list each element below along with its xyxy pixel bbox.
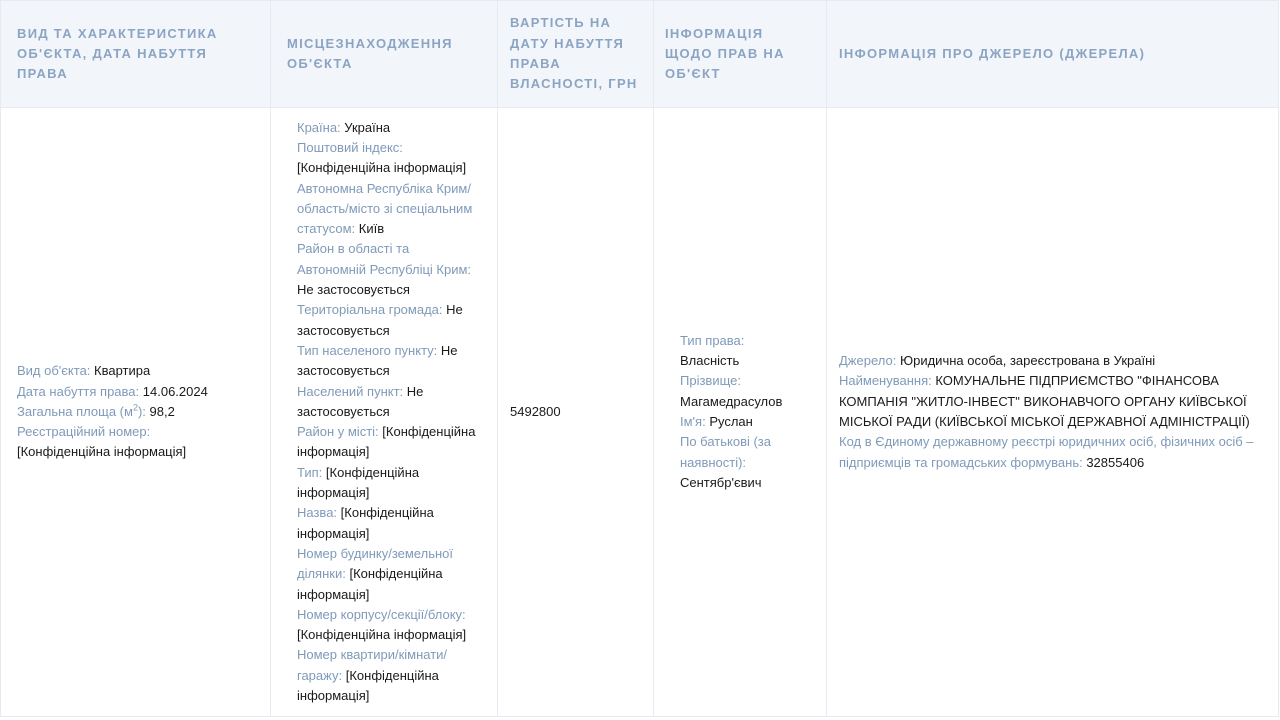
table-row xyxy=(1,108,1279,717)
source-name-value: КОМУНАЛЬНЕ ПІДПРИЄМСТВО "ФІНАНСОВА КОМПАНІЯ "ЖИТЛО-ІНВЕСТ" ВИКОНАВЧОГО ОРГАНУ КИЇВСЬКОЇ МІСЬКОЇ РАДИ (КИЇВСЬКОЇ МІСЬКОЇ ДЕРЖАВНОЇ АДМІНІСТРАЦІЇ) xyxy=(839,373,1250,429)
cell-object xyxy=(1,108,271,717)
district-label: Район в області та Автономній Республіці Крим: xyxy=(297,241,472,277)
settlement-value: Не застосовується xyxy=(297,383,424,419)
header-cost: ВАРТІСТЬ НА ДАТУ НАБУТТЯ ПРАВА ВЛАСНОСТІ, ГРН xyxy=(498,1,654,108)
block-number-value: [Конфіденційна інформація] xyxy=(297,627,467,643)
first-name-label: Ім'я: xyxy=(680,414,706,429)
cost-value: 5492800 xyxy=(510,403,561,419)
surname-label: Прізвище: xyxy=(680,373,741,389)
first-name-value: Руслан xyxy=(709,414,753,429)
source-value: Юридична особа, зареєстрована в Україні xyxy=(899,353,1156,369)
region-label: Автономна Республіка Крим/область/місто зі спеціальним статусом: xyxy=(297,180,473,237)
header-object-type: ВИД ТА ХАРАКТЕРИСТИКА ОБ'ЄКТА, ДАТА НАБУТТЯ ПРАВА xyxy=(1,1,271,108)
registration-number-value: [Конфіденційна інформація] xyxy=(17,444,187,460)
settlement-type-value: Не застосовується xyxy=(297,342,458,379)
postal-code-label: Поштовий індекс: xyxy=(297,139,403,155)
source-label: Джерело: xyxy=(839,353,897,369)
apartment-number-value: [Конфіденційна інформація] xyxy=(297,667,439,703)
community-value: Не застосовується xyxy=(297,302,463,338)
cell-cost xyxy=(498,108,654,717)
house-number-value: [Конфіденційна інформація] xyxy=(297,566,443,602)
region-value: Київ xyxy=(358,221,385,237)
country-label: Країна: xyxy=(297,119,341,135)
patronymic-label: По батькові (за наявності): xyxy=(680,434,771,470)
header-row xyxy=(1,1,1279,108)
right-type-label: Тип права: xyxy=(680,332,745,348)
source-name-label: Найменування: xyxy=(839,373,932,389)
area-unit-superscript: 2 xyxy=(132,402,138,413)
district-value: Не застосовується xyxy=(297,282,410,298)
street-name-label: Назва: xyxy=(297,505,338,521)
cell-source xyxy=(827,108,1279,717)
object-type-label: Вид об'єкта: xyxy=(17,363,91,379)
postal-code-value: [Конфіденційна інформація] xyxy=(297,160,467,176)
city-district-value: [Конфіденційна інформація] xyxy=(297,424,476,460)
table-header xyxy=(1,1,1279,108)
area-value: 98,2 xyxy=(149,403,175,419)
header-rights: ІНФОРМАЦІЯ ЩОДО ПРАВ НА ОБ'ЄКТ xyxy=(654,1,827,108)
settlement-type-label: Тип населеного пункту: xyxy=(297,342,438,358)
header-location: МІСЦЕЗНАХОДЖЕННЯ ОБ'ЄКТА xyxy=(271,1,498,108)
header-source: ІНФОРМАЦІЯ ПРО ДЖЕРЕЛО (ДЖЕРЕЛА) xyxy=(827,1,1279,108)
city-district-label: Район у місті: xyxy=(297,424,379,440)
source-code-label: Код в Єдиному державному реєстрі юридичних осіб, фізичних осіб – підприємців та громадських формувань: xyxy=(839,434,1254,470)
source-code-value: 32855406 xyxy=(1086,454,1145,470)
surname-value: Магамедрасулов xyxy=(680,393,783,409)
country-value: Україна xyxy=(344,119,391,135)
community-label: Територіальна громада: xyxy=(297,302,443,318)
street-type-label: Тип: xyxy=(297,464,323,480)
object-type-value: Квартира xyxy=(94,363,151,379)
apartment-number-label: Номер квартири/кімнати/гаражу: xyxy=(297,647,448,683)
house-number-label: Номер будинку/земельної ділянки: xyxy=(297,545,453,582)
block-number-label: Номер корпусу/секції/блоку: xyxy=(297,606,466,622)
street-name-value: [Конфіденційна інформація] xyxy=(297,505,434,541)
acquisition-date-value: 14.06.2024 xyxy=(142,383,208,399)
table-body xyxy=(1,108,1279,717)
area-label: Загальна площа $(м^2)$: xyxy=(17,402,146,419)
patronymic-value: Сентябр'євич xyxy=(680,474,762,490)
street-type-value: [Конфіденційна інформація] xyxy=(297,464,420,501)
cell-rights xyxy=(654,108,827,717)
settlement-label: Населений пункт: xyxy=(297,383,404,399)
right-type-value: Власність xyxy=(680,353,740,369)
registration-number-label: Реєстраційний номер: xyxy=(17,424,151,440)
acquisition-date-label: Дата набуття права: xyxy=(17,383,140,399)
cell-location xyxy=(271,108,498,717)
